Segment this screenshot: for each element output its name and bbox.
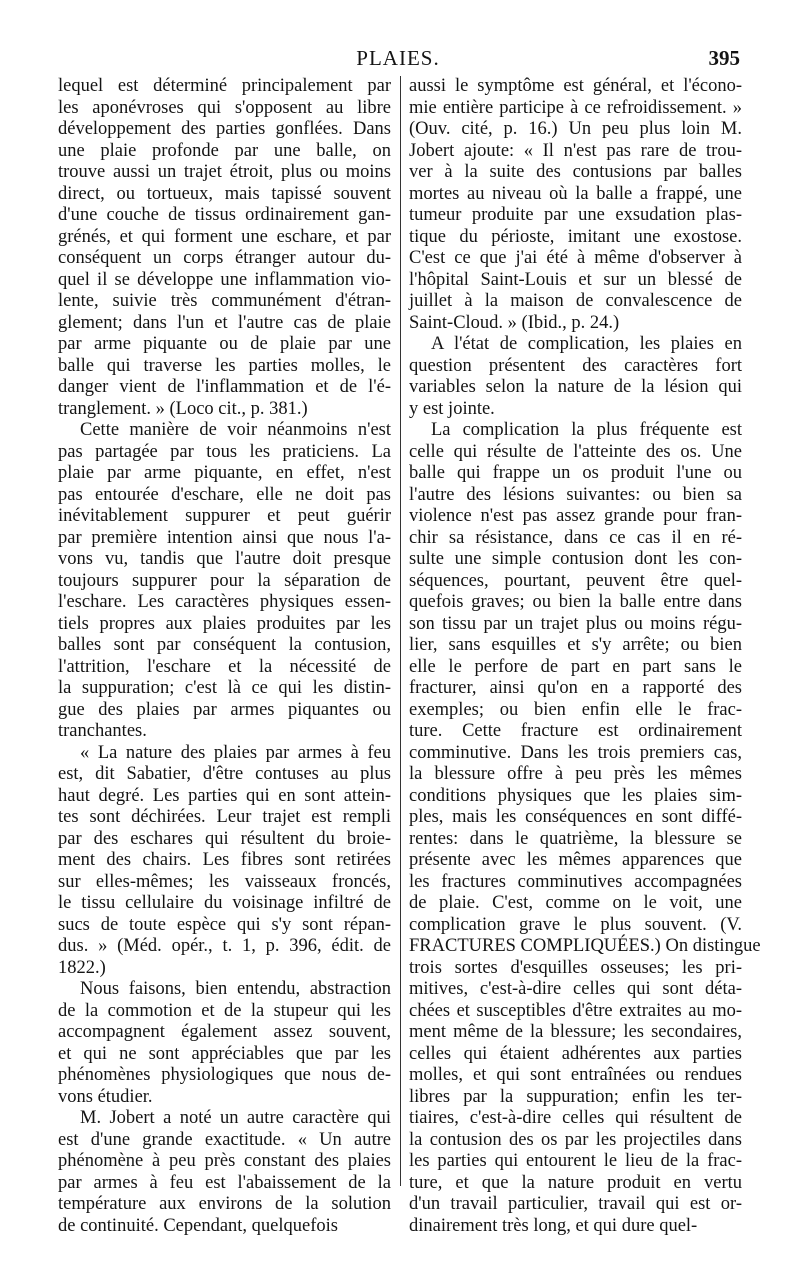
text-line: conséquent un corps étranger autour du- xyxy=(58,248,391,268)
text-line: sucs de toute espèce qui s'y sont répan- xyxy=(58,914,391,935)
text-line: variables selon la nature de la lésion qui xyxy=(409,377,742,397)
paragraph xyxy=(409,334,742,420)
text-line: aussi le symptôme est général, et l'écono- xyxy=(409,76,742,96)
text-line: développement des parties gonflées. Dans xyxy=(58,119,391,139)
text-line: inévitablement suppurer et peut guérir xyxy=(58,506,391,526)
text-line: une plaie profonde par une balle, on xyxy=(58,140,391,161)
text-line: par armes à feu est l'abaissement de la xyxy=(58,1172,391,1193)
text-line: accompagnent également assez souvent, xyxy=(58,1022,391,1042)
text-line: balle qui frappe un os produit l'une ou xyxy=(409,463,742,483)
text-line: fracturer, ainsi qu'on en a rapporté des xyxy=(409,678,742,698)
text-line: plaie par arme piquante, en effet, n'est xyxy=(58,463,391,483)
text-line: celle qui résulte de l'atteinte des os. Une xyxy=(409,441,742,462)
text-line: complication grave le plus souvent. (V. xyxy=(409,914,742,935)
text-line: exemples; ou bien enfin elle le frac- xyxy=(409,699,742,720)
text-line: C'est ce que j'ai été à même d'observer à xyxy=(409,248,742,268)
text-line: sulte une simple contusion dont les con- xyxy=(409,549,742,569)
text-line: la contusion des os par les projectiles dans xyxy=(409,1129,742,1150)
text-line: son tissu par un trajet plus ou moins régu- xyxy=(409,613,742,634)
text-line: 1822.) xyxy=(58,957,106,978)
text-line: vons étudier. xyxy=(58,1086,153,1107)
text-line: température aux environs de la solution xyxy=(58,1194,391,1214)
paragraph xyxy=(58,76,391,420)
text-line: violence n'est pas assez grande pour fran- xyxy=(409,506,742,526)
text-line: elle le perfore de part en part sans le xyxy=(409,656,742,677)
paragraph xyxy=(58,979,391,1108)
text-line: est, dit Sabatier, d'être contuses au plus xyxy=(58,764,391,784)
text-line: ples, mais les conséquences en sont diffé- xyxy=(409,807,742,827)
text-line: Jobert ajoute: « Il n'est pas rare de trou- xyxy=(409,140,742,161)
text-line: (Ouv. cité, p. 16.) Un peu plus loin M. xyxy=(409,119,742,139)
text-line: celles qui étaient adhérentes aux parties xyxy=(409,1043,742,1064)
text-line: Nous faisons, bien entendu, abstraction xyxy=(80,979,391,999)
left-column xyxy=(58,76,391,1237)
text-line: l'autre des lésions suivantes: ou bien sa xyxy=(409,484,742,505)
text-line: comminutive. Dans les trois premiers cas, xyxy=(409,742,742,763)
text-line: chir sa résistance, dans ce cas il en ré- xyxy=(409,527,742,548)
text-line: d'une couche de tissus ordinairement gan- xyxy=(58,205,391,225)
text-line: libres par la suppuration; enfin les ter- xyxy=(409,1086,742,1107)
text-line: tique du périoste, imitant une exostose. xyxy=(409,226,742,247)
text-line: pas entourée d'eschare, elle ne doit pas xyxy=(58,484,391,505)
text-line: ment même de la blessure; les secondaires, xyxy=(409,1022,742,1042)
text-line: mortes au niveau où la balle a frappé, une xyxy=(409,183,742,204)
text-line: de continuité. Cependant, quelquefois xyxy=(58,1215,338,1236)
text-line: d'un travail particulier, travail qui est or- xyxy=(409,1194,742,1214)
text-line: et qui ne sont appréciables que par les xyxy=(58,1043,391,1064)
text-line: de plaie. C'est, comme on le voit, une xyxy=(409,893,742,913)
text-line: rentes: dans le quatrième, la blessure se xyxy=(409,828,742,849)
text-line: ture, et que la nature produit en vertu xyxy=(409,1172,742,1193)
text-line: présente avec les mêmes apparences que xyxy=(409,850,742,870)
text-line: question présentent des caractères fort xyxy=(409,355,742,376)
text-line: Cette manière de voir néanmoins n'est xyxy=(80,420,391,440)
text-line: par arme piquante ou de plaie par une xyxy=(58,334,391,354)
text-line: dus. » (Méd. opér., t. 1, p. 396, édit. de xyxy=(58,936,391,956)
text-line: vons vu, tandis que l'autre doit presque xyxy=(58,549,391,569)
paragraph xyxy=(58,1108,391,1237)
text-line: M. Jobert a noté un autre caractère qui xyxy=(80,1108,391,1128)
text-line: Saint-Cloud. » (Ibid., p. 24.) xyxy=(409,312,620,333)
column-divider xyxy=(400,76,401,1186)
text-line: chées et susceptibles d'être extraites au mo- xyxy=(409,1000,742,1021)
text-line: l'attrition, l'eschare et la nécessité de xyxy=(58,656,391,677)
text-line: l'hôpital Saint-Louis et sur un blessé de xyxy=(409,269,742,290)
text-line: haut degré. Les parties qui en sont attein- xyxy=(58,785,391,806)
text-line: lier, sans esquilles et s'y arrête; ou bien xyxy=(409,635,742,655)
text-line: tiels propres aux plaies produites par les xyxy=(58,613,391,634)
text-line: la blessure offre à peu près les mêmes xyxy=(409,764,742,784)
text-line: tiaires, c'est-à-dire celles qui résultent de xyxy=(409,1108,742,1128)
text-line: ver à la suite des contusions par balles xyxy=(409,162,742,182)
text-line: trouve aussi un trajet étroit, plus ou moins xyxy=(58,162,391,182)
text-line: tumeur produite par une exsudation plas- xyxy=(409,205,742,225)
text-line: pas partagée par tous les praticiens. La xyxy=(58,441,391,462)
text-line: tes sont déchirées. Leur trajet est rempli xyxy=(58,807,391,827)
paragraph xyxy=(58,743,391,980)
page-number: 395 xyxy=(708,46,740,70)
text-line: A l'état de complication, les plaies en xyxy=(431,334,742,354)
text-line: tranglement. » (Loco cit., p. 381.) xyxy=(58,398,308,419)
text-line: balles sont par conséquent la contusion, xyxy=(58,635,391,655)
text-line: La complication la plus fréquente est xyxy=(431,420,742,440)
text-line: juillet à la maison de convalescence de xyxy=(409,291,742,311)
text-line: est d'une grande exactitude. « Un autre xyxy=(58,1129,391,1150)
text-line: l'eschare. Les caractères physiques essen- xyxy=(58,592,391,612)
text-line: quel il se développe une inflammation vio- xyxy=(58,269,391,290)
paragraph xyxy=(409,76,742,334)
text-line: les fractures comminutives accompagnées xyxy=(409,871,742,892)
text-line: toujours suppurer pour la séparation de xyxy=(58,570,391,591)
running-title: PLAIES. xyxy=(356,46,440,70)
text-line: la suppuration; c'est là ce qui les distin- xyxy=(58,678,391,698)
text-line: danger vient de l'inflammation et de l'é- xyxy=(58,377,391,397)
text-line: lente, suivie très communément d'étran- xyxy=(58,291,391,311)
running-head xyxy=(58,46,738,70)
text-line: balle qui traverse les parties molles, le xyxy=(58,355,391,376)
text-line: de la commotion et de la stupeur qui les xyxy=(58,1000,391,1021)
text-line: le tissu cellulaire du voisinage infiltré de xyxy=(58,893,391,913)
text-line: les aponévroses qui s'opposent au libre xyxy=(58,97,391,118)
text-line: conditions physiques que les plaies sim- xyxy=(409,785,742,806)
paragraph xyxy=(58,420,391,743)
text-line: tranchantes. xyxy=(58,721,147,741)
text-line: phénomène à peu près constant des plaies xyxy=(58,1151,391,1171)
text-line: glement; dans l'un et l'autre cas de plaie xyxy=(58,312,391,333)
text-line: ture. Cette fracture est ordinairement xyxy=(409,721,742,741)
text-line: grénés, et qui forment une eschare, et par xyxy=(58,226,391,247)
text-line: phénomènes physiologiques que nous de- xyxy=(58,1065,391,1085)
text-line: par première intention ainsi que nous l'a- xyxy=(58,527,391,548)
text-line: dinairement très long, et qui dure quel- xyxy=(409,1215,698,1236)
text-line: FRACTURES COMPLIQUÉES.) On distingue xyxy=(409,936,761,956)
text-line: par des eschares qui résultent du broie- xyxy=(58,828,391,849)
text-line: mie entière participe à ce refroidissement. » xyxy=(409,97,742,118)
text-line: mitives, c'est-à-dire celles qui sont déta- xyxy=(409,979,742,999)
text-line: quefois graves; ou bien la balle entre dans xyxy=(409,592,742,612)
text-line: y est jointe. xyxy=(409,398,495,419)
text-line: ment des chairs. Les fibres sont retirées xyxy=(58,850,391,870)
text-line: séquences, pourtant, peuvent être quel- xyxy=(409,570,742,591)
text-line: direct, ou tortueux, mais tapissé souvent xyxy=(58,183,391,204)
text-line: gue des plaies par armes piquantes ou xyxy=(58,699,391,720)
paragraph xyxy=(409,420,761,1237)
text-line: lequel est déterminé principalement par xyxy=(58,76,391,96)
text-line: les parties qui entourent le lieu de la frac- xyxy=(409,1151,742,1171)
text-line: molles, et qui sont entraînées ou rendues xyxy=(409,1065,742,1085)
text-line: « La nature des plaies par armes à feu xyxy=(80,742,391,763)
right-column xyxy=(409,76,761,1237)
text-line: sur elles-mêmes; les vaisseaux froncés, xyxy=(58,871,391,892)
text-line: trois sortes d'esquilles osseuses; les pri- xyxy=(409,957,742,978)
